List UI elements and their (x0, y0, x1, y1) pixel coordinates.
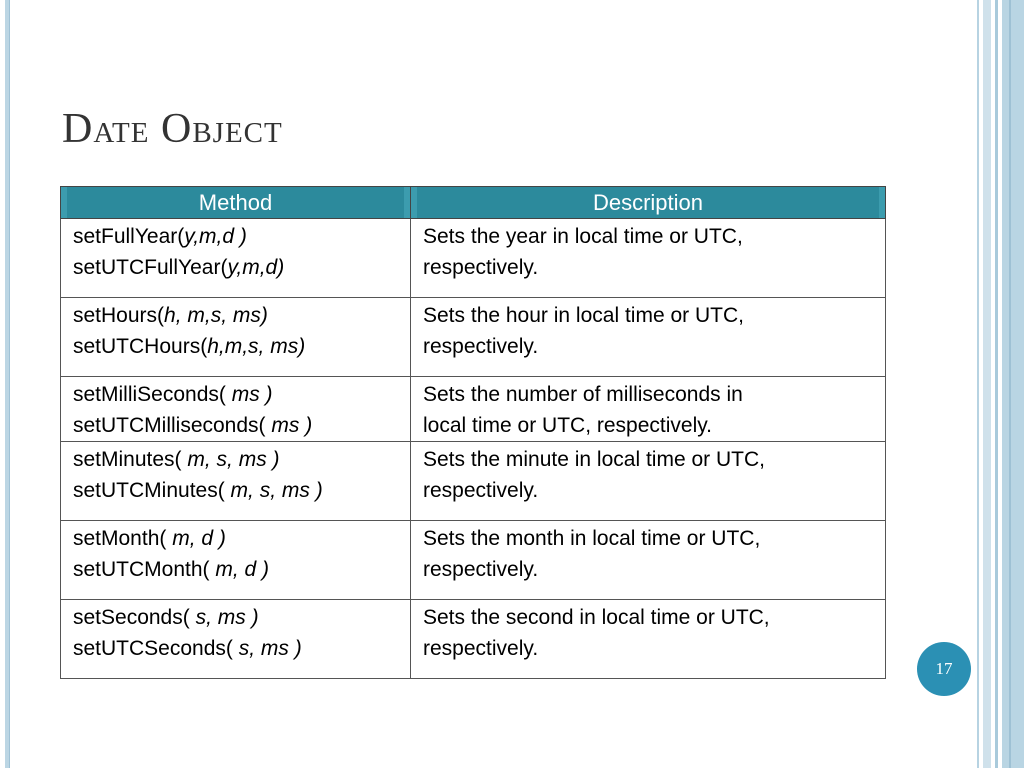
page-number-badge: 17 (917, 642, 971, 696)
slide-right-border (977, 0, 1024, 768)
method-args: m, d ) (172, 527, 226, 550)
method-name: setUTCHours( (73, 335, 208, 358)
method-args: s, ms ) (238, 637, 302, 660)
method-name: setUTCMinutes( (73, 479, 231, 502)
method-args: ms ) (271, 414, 313, 437)
method-name: setHours( (73, 304, 165, 327)
description-cell (411, 442, 886, 521)
description-cell (411, 600, 886, 679)
description-line: local time or UTC, respectively. (423, 414, 713, 437)
table-row (61, 219, 886, 298)
method-line (73, 221, 400, 252)
table-row (61, 442, 886, 521)
method-name: setSeconds( (73, 606, 196, 629)
methods-table (60, 186, 886, 679)
method-name: setMinutes( (73, 448, 188, 471)
method-args: m, s, ms ) (187, 448, 280, 471)
method-line (73, 444, 400, 475)
slide-title: Date Object (62, 106, 283, 152)
description-line: Sets the hour in local time or UTC, (423, 304, 744, 327)
method-args: h,m,s, ms) (207, 335, 306, 358)
description-line: respectively. (423, 256, 539, 279)
table-header-row (61, 187, 886, 219)
method-line (73, 252, 400, 283)
method-line (73, 379, 400, 410)
description-line: Sets the minute in local time or UTC, (423, 448, 765, 471)
method-cell (61, 442, 411, 521)
method-cell (61, 298, 411, 377)
method-name: setUTCMilliseconds( (73, 414, 272, 437)
method-args: m, s, ms ) (230, 479, 323, 502)
method-cell (61, 600, 411, 679)
method-args: m, d ) (215, 558, 270, 581)
table-row (61, 600, 886, 679)
method-line (73, 633, 400, 664)
description-line: Sets the month in local time or UTC, (423, 527, 761, 550)
method-line (73, 554, 400, 585)
method-line (73, 300, 400, 331)
method-name: setUTCSeconds( (73, 637, 239, 660)
method-name: setMilliSeconds( (73, 383, 232, 406)
method-line (73, 410, 400, 441)
description-line: Sets the second in local time or UTC, (423, 606, 770, 629)
method-args: y,m,d ) (184, 225, 247, 248)
table-row (61, 298, 886, 377)
column-header-description: Description (411, 187, 886, 219)
method-line (73, 331, 400, 362)
table-row (61, 521, 886, 600)
description-line: respectively. (423, 637, 539, 660)
method-args: ms ) (231, 383, 273, 406)
column-header-method: Method (61, 187, 411, 219)
method-args: s, ms ) (195, 606, 259, 629)
method-cell (61, 521, 411, 600)
method-cell (61, 219, 411, 298)
description-line: respectively. (423, 479, 539, 502)
method-name: setFullYear( (73, 225, 185, 248)
method-line (73, 602, 400, 633)
description-line: respectively. (423, 335, 539, 358)
method-name: setMonth( (73, 527, 173, 550)
description-cell (411, 377, 886, 442)
method-name: setUTCMonth( (73, 558, 216, 581)
table-row (61, 377, 886, 442)
description-cell (411, 521, 886, 600)
description-line: Sets the number of milliseconds in (423, 383, 743, 406)
description-line: Sets the year in local time or UTC, (423, 225, 743, 248)
description-cell (411, 298, 886, 377)
method-args: h, m,s, ms) (164, 304, 268, 327)
description-cell (411, 219, 886, 298)
method-args: y,m,d) (227, 256, 285, 279)
method-line (73, 523, 400, 554)
slide-left-border (5, 0, 10, 768)
description-line: respectively. (423, 558, 539, 581)
method-name: setUTCFullYear( (73, 256, 228, 279)
method-cell (61, 377, 411, 442)
method-line (73, 475, 400, 506)
